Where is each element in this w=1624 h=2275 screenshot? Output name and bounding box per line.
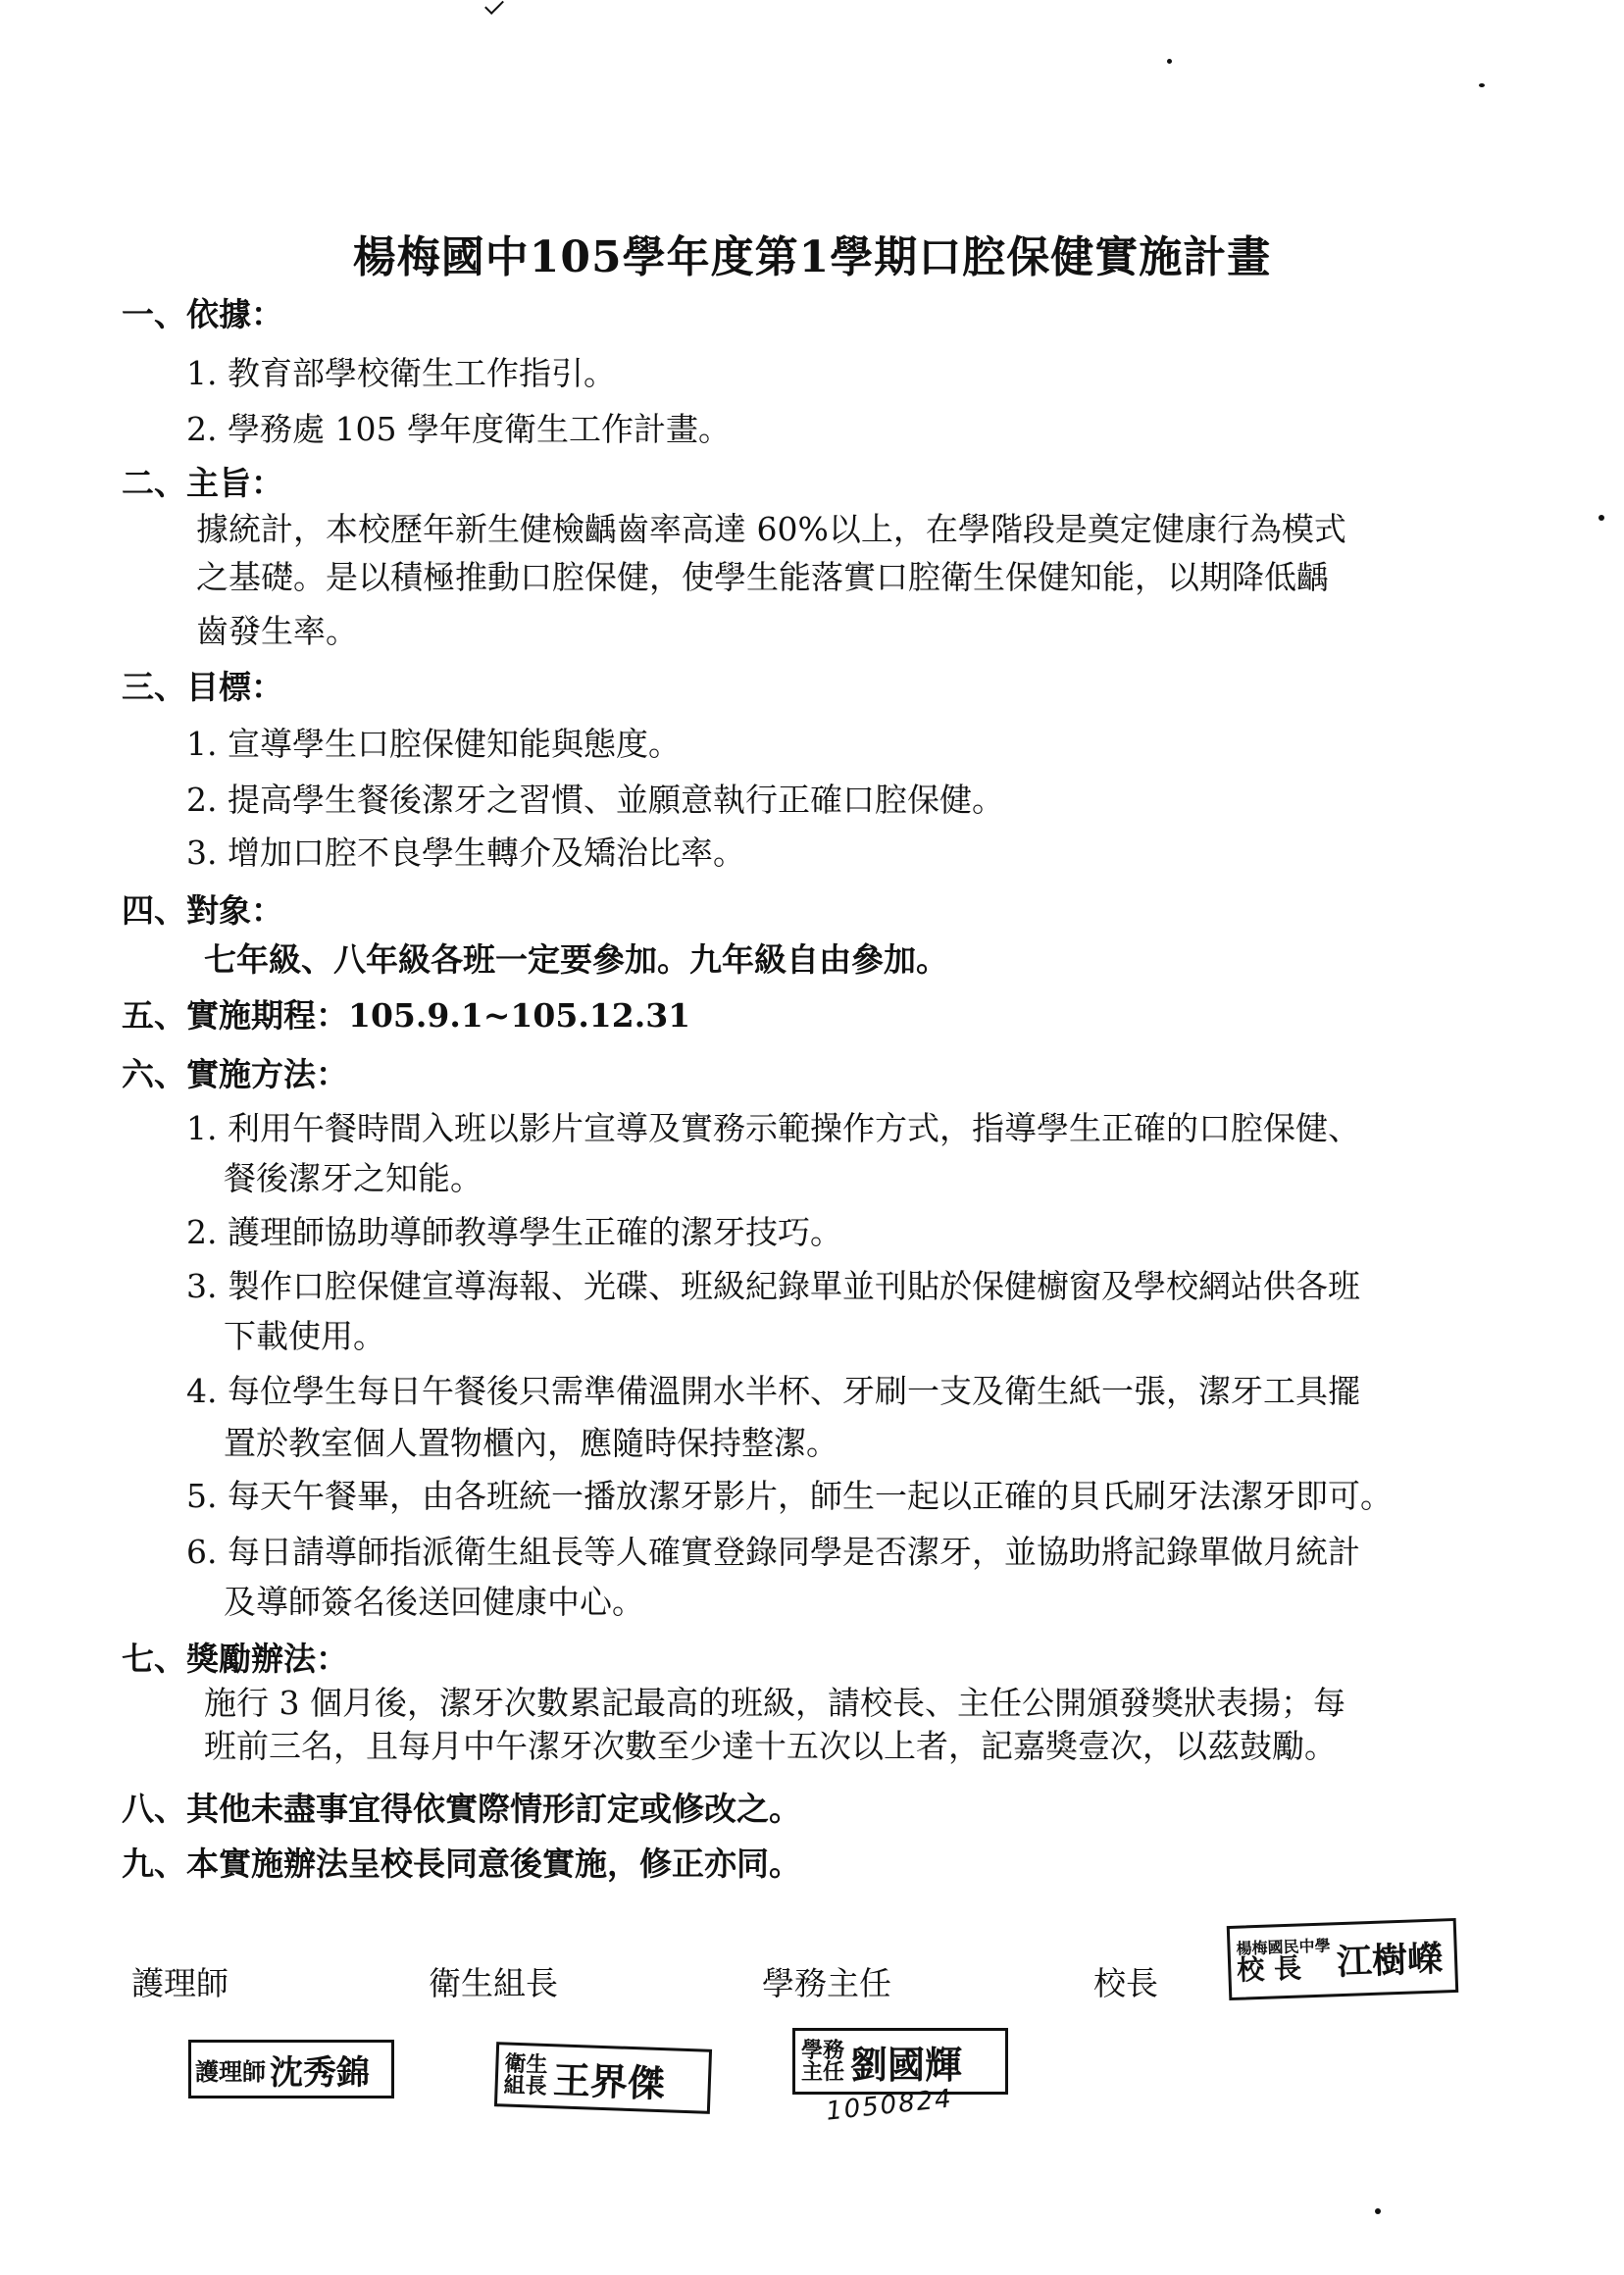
section-heading: 五、實施期程：105.9.1~105.12.31	[122, 996, 691, 1035]
section-line: 餐後潔牙之知能。	[224, 1159, 482, 1197]
section-line: 2. 提高學生餐後潔牙之習慣、並願意執行正確口腔保健。	[186, 781, 1004, 819]
scan-speck	[1599, 515, 1604, 521]
signature-label-student-affairs: 學務主任	[762, 1964, 891, 2002]
section-line: 3. 增加口腔不良學生轉介及矯治比率。	[186, 834, 745, 872]
section-line: 據統計，本校歷年新生健檢齲齒率高達 60%以上，在學階段是奠定健康行為模式	[196, 510, 1346, 548]
scan-speck	[1167, 59, 1172, 64]
nurse-stamp	[188, 2040, 394, 2098]
signature-label-nurse: 護理師	[131, 1964, 228, 2002]
section-line: 置於教室個人置物櫃內，應隨時保持整潔。	[224, 1424, 838, 1462]
section-line: 2. 護理師協助導師教導學生正確的潔牙技巧。	[186, 1213, 842, 1251]
section-line: 下載使用。	[224, 1317, 385, 1355]
section-heading: 九、本實施辦法呈校長同意後實施，修正亦同。	[122, 1845, 801, 1883]
health-leader-stamp-name: 王界傑	[552, 2056, 666, 2105]
principal-stamp-school: 楊梅國民中學	[1236, 1936, 1331, 1958]
section-line: 及導師簽名後送回健康中心。	[224, 1583, 644, 1621]
section-line: 之基礎。是以積極推動口腔保健，使學生能落實口腔衛生保健知能，以期降低齲	[196, 558, 1329, 596]
section-heading: 三、目標：	[122, 668, 283, 706]
student-affairs-stamp-title-bottom: 主任	[801, 2059, 845, 2085]
section-line: 4. 每位學生每日午餐後只需準備溫開水半杯、牙刷一支及衛生紙一張，潔牙工具擺	[186, 1372, 1360, 1410]
section-line: 1. 宣導學生口腔保健知能與態度。	[186, 725, 681, 763]
section-line: 七年級、八年級各班一定要參加。九年級自由參加。	[204, 940, 948, 979]
student-affairs-stamp-title	[801, 2040, 844, 2083]
scan-mark	[484, 0, 504, 15]
section-heading: 四、對象：	[122, 891, 283, 930]
principal-stamp-title: 校 長	[1236, 1951, 1302, 1987]
health-leader-stamp-title-top: 衛生	[503, 2050, 548, 2079]
principal-stamp-name: 江樹嶸	[1336, 1937, 1444, 1983]
student-affairs-stamp-name: 劉國輝	[850, 2042, 963, 2087]
handwritten-date: 1050824	[824, 2084, 955, 2127]
scan-speck	[1479, 83, 1485, 87]
student-affairs-stamp-title-top: 學務	[801, 2038, 845, 2063]
signature-label-health-leader: 衛生組長	[429, 1964, 558, 2002]
section-line: 班前三名，且每月中午潔牙次數至少達十五次以上者，記嘉獎壹次，以茲鼓勵。	[204, 1727, 1337, 1765]
section-heading: 六、實施方法：	[122, 1055, 348, 1093]
signature-label-principal: 校長	[1093, 1964, 1158, 2002]
section-heading: 七、獎勵辦法：	[122, 1640, 348, 1678]
section-line: 1. 教育部學校衛生工作指引。	[186, 354, 616, 392]
section-line: 齒發生率。	[196, 612, 358, 650]
section-line: 3. 製作口腔保健宣導海報、光碟、班級紀錄單並刊貼於保健櫥窗及學校網站供各班	[186, 1267, 1360, 1305]
scan-speck	[1375, 2208, 1381, 2214]
principal-stamp	[1227, 1918, 1459, 2000]
student-affairs-stamp	[792, 2028, 1008, 2095]
health-leader-stamp	[494, 2042, 712, 2114]
section-line: 2. 學務處 105 學年度衛生工作計畫。	[186, 410, 731, 448]
section-line: 6. 每日請導師指派衛生組長等人確實登錄同學是否潔牙，並協助將記錄單做月統計	[186, 1533, 1360, 1571]
principal-stamp-labels	[1236, 1936, 1331, 1987]
section-line: 5. 每天午餐畢，由各班統一播放潔牙影片，師生一起以正確的貝氏刷牙法潔牙即可。	[186, 1477, 1393, 1515]
page-title: 楊梅國中105學年度第1學期口腔保健實施計畫	[352, 232, 1272, 282]
section-heading: 二、主旨：	[122, 464, 283, 502]
health-leader-stamp-title-bottom: 組長	[503, 2072, 548, 2099]
health-leader-stamp-title	[503, 2052, 548, 2098]
section-line: 施行 3 個月後，潔牙次數累記最高的班級，請校長、主任公開頒發獎狀表揚；每	[204, 1684, 1345, 1722]
section-line: 1. 利用午餐時間入班以影片宣導及實務示範操作方式，指導學生正確的口腔保健、	[186, 1109, 1360, 1147]
nurse-stamp-title: 護理師	[195, 2056, 266, 2086]
nurse-stamp-name: 沈秀錦	[270, 2052, 370, 2093]
section-heading: 一、依據：	[122, 295, 283, 333]
section-heading: 八、其他未盡事宜得依實際情形訂定或修改之。	[122, 1790, 801, 1828]
